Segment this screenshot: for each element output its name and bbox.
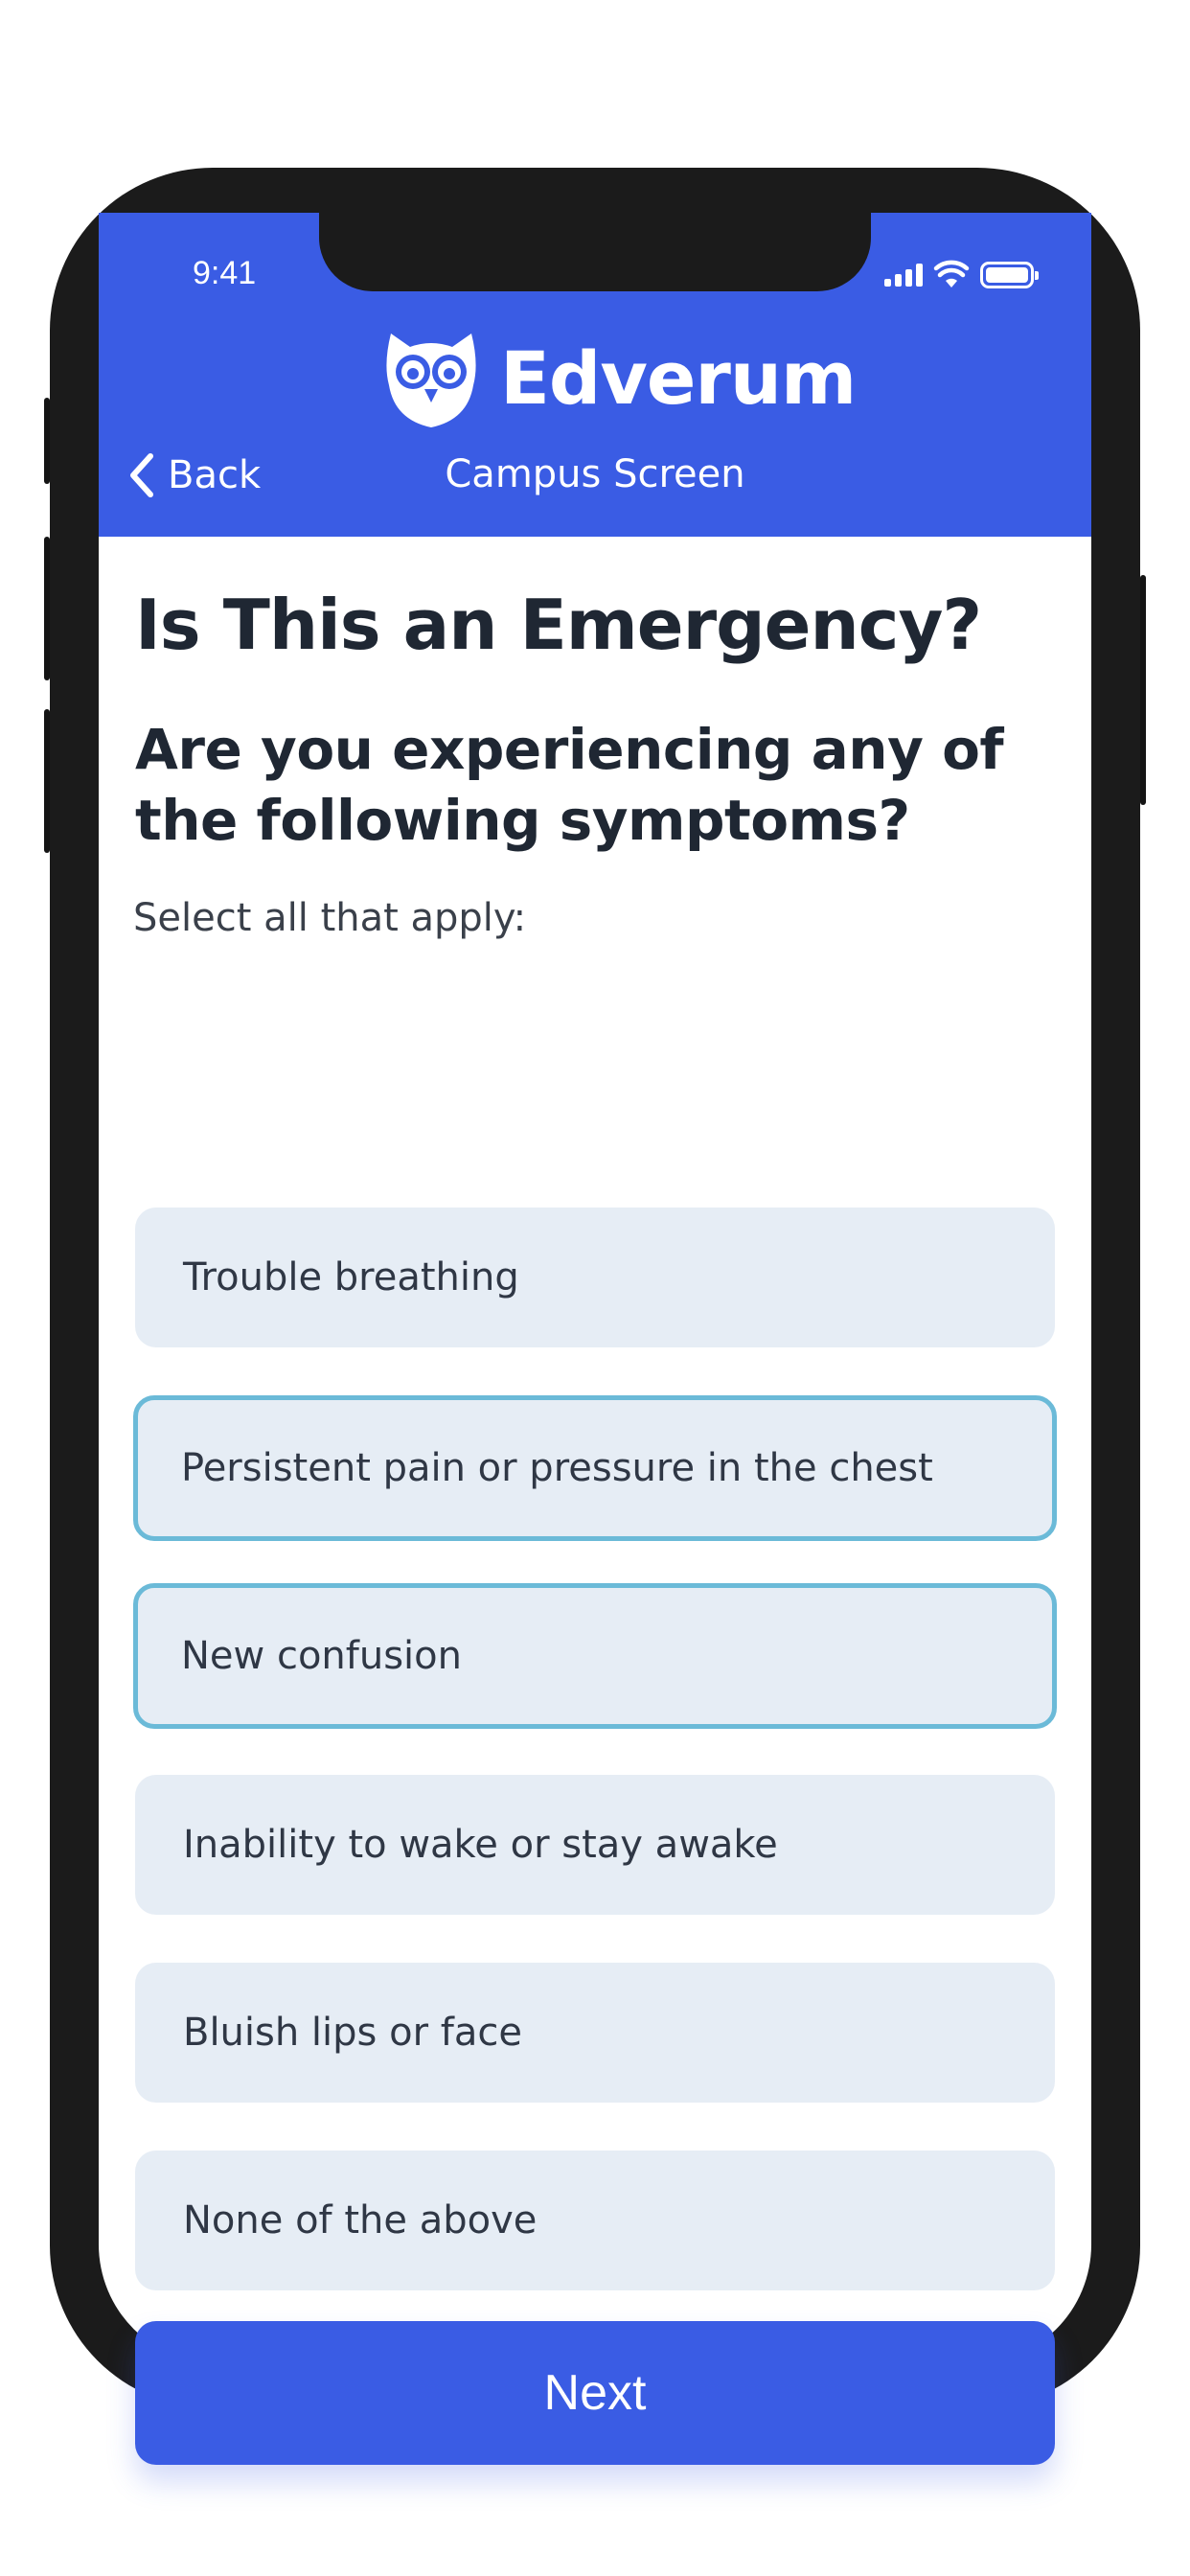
- battery-icon: [980, 262, 1034, 288]
- screen-title: Campus Screen: [445, 452, 745, 496]
- mute-switch: [44, 398, 50, 484]
- option-trouble-breathing[interactable]: Trouble breathing: [135, 1208, 1055, 1347]
- page-title: Is This an Emergency?: [135, 585, 982, 665]
- volume-down-button: [44, 709, 50, 853]
- app-screen: [99, 213, 1091, 2421]
- owl-logo-icon: [381, 326, 481, 429]
- brand-logo: [381, 326, 856, 429]
- wifi-icon: [934, 262, 969, 288]
- option-chest-pain[interactable]: Persistent pain or pressure in the chest: [133, 1395, 1057, 1541]
- back-label: Back: [168, 453, 262, 497]
- option-inability-to-wake[interactable]: Inability to wake or stay awake: [135, 1775, 1055, 1915]
- option-new-confusion[interactable]: New confusion: [133, 1583, 1057, 1729]
- symptom-question: Are you experiencing any of the following symptoms?: [135, 717, 1004, 853]
- volume-up-button: [44, 537, 50, 680]
- signal-icon: [884, 264, 923, 287]
- power-button: [1140, 575, 1146, 805]
- device-notch: [319, 213, 871, 291]
- option-none-of-the-above[interactable]: None of the above: [135, 2150, 1055, 2290]
- app-header: [99, 213, 1091, 537]
- status-icons: [884, 261, 1034, 289]
- select-hint: Select all that apply:: [133, 896, 527, 940]
- status-time: 9:41: [193, 255, 257, 291]
- option-bluish-lips[interactable]: Bluish lips or face: [135, 1963, 1055, 2103]
- brand-name: Edverum: [500, 334, 857, 421]
- next-button[interactable]: Next: [135, 2321, 1055, 2465]
